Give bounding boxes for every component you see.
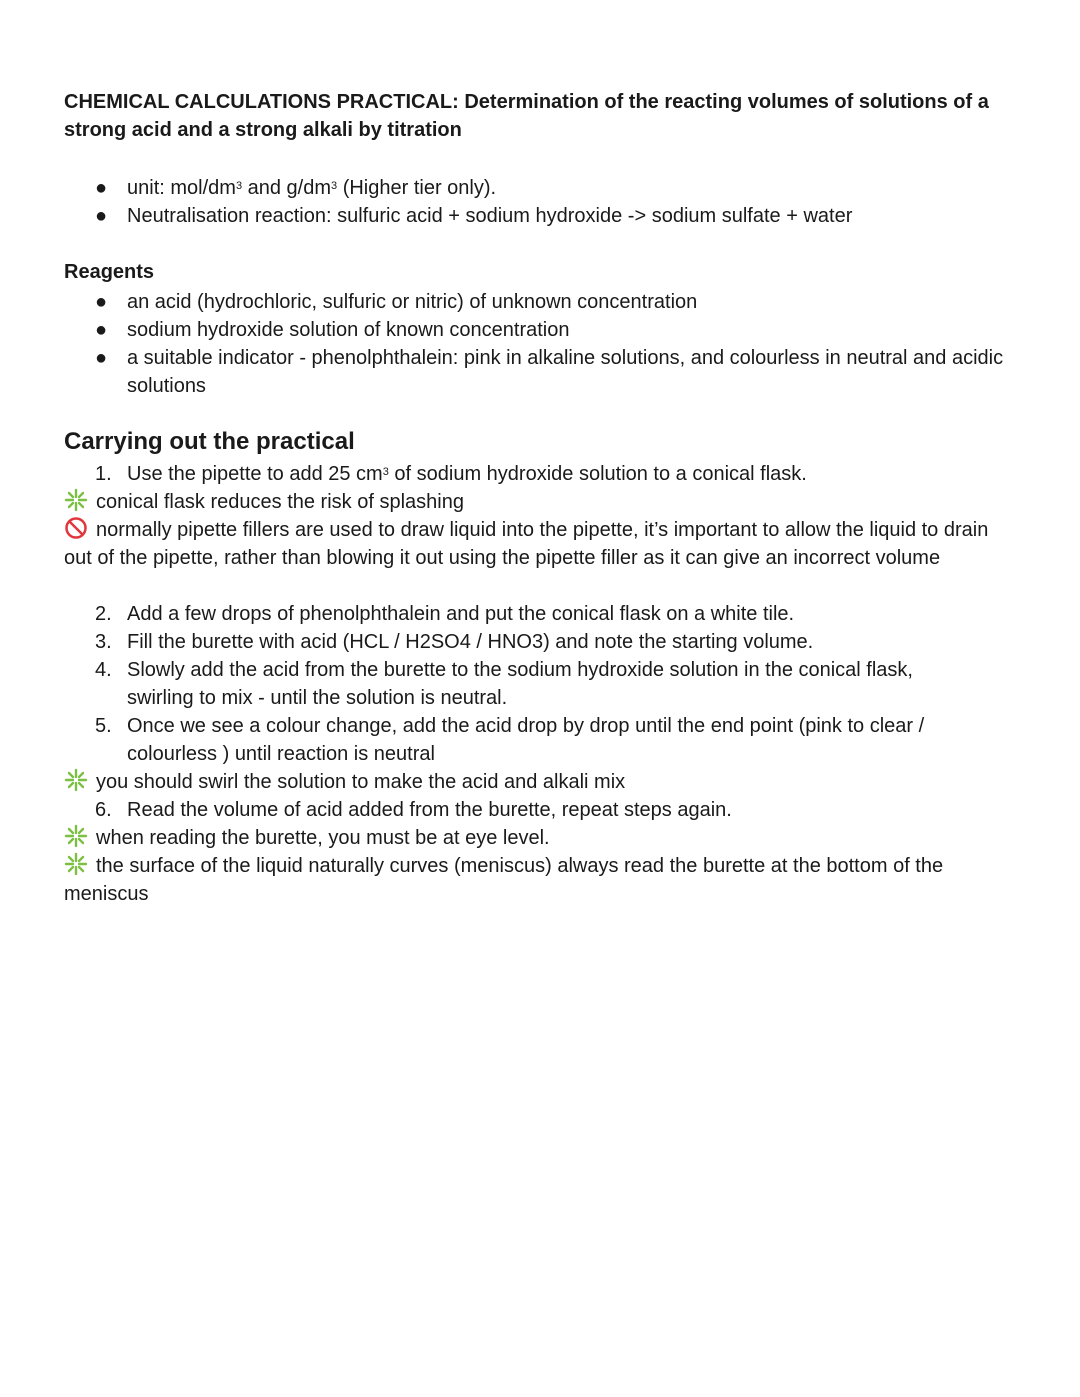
reagent-item: ● an acid (hydrochloric, sulfuric or nitric) of unknown concentration bbox=[127, 288, 1000, 316]
bullet-neutralisation: ● Neutralisation reaction: sulfuric acid + sodium hydroxide -> sodium sulfate + water bbox=[127, 202, 1000, 230]
prohibited-icon bbox=[64, 516, 88, 540]
bullet-icon: ● bbox=[95, 205, 108, 227]
step-3: 3. Fill the burette with acid (HCL / H2SO4 / HNO3) and note the starting volume. bbox=[95, 631, 814, 653]
step-4: 4. Slowly add the acid from the burette to the sodium hydroxide solution in the conical flask, swirling to mix - until the solution is neutral. bbox=[95, 659, 913, 709]
note-eye-level: when reading the burette, you must be at eye level. bbox=[64, 824, 1010, 852]
sparkle-icon bbox=[64, 852, 88, 876]
note-splashing: conical flask reduces the risk of splashing bbox=[64, 488, 1010, 516]
bullet-icon: ● bbox=[95, 291, 108, 313]
title-bold: CHEMICAL CALCULATIONS PRACTICAL: bbox=[64, 91, 459, 113]
note-swirl: you should swirl the solution to make the acid and alkali mix bbox=[64, 768, 1010, 796]
reagents-heading: Reagents bbox=[64, 261, 155, 283]
note-meniscus: the surface of the liquid naturally curves (meniscus) always read the burette at the bottom of the meniscus bbox=[64, 852, 1000, 908]
step-5: 5. Once we see a colour change, add the acid drop by drop until the end point (pink to clear / colourless ) until reaction is neutral bbox=[95, 715, 925, 765]
step-2: 2. Add a few drops of phenolphthalein and put the conical flask on a white tile. bbox=[95, 603, 795, 625]
bullet-unit: ● unit: mol/$dm^3$ and $g/dm^3$ (Higher tier only). bbox=[127, 174, 1000, 202]
bullet-icon: ● bbox=[95, 347, 108, 369]
reagent-item: ● a suitable indicator - phenolphthalein: pink in alkaline solutions, and colourless in neutral and acidic solutions bbox=[127, 344, 1005, 400]
sparkle-icon bbox=[64, 488, 88, 512]
step-1: 1. Use the pipette to add 25 $cm^3$ of sodium hydroxide solution to a conical flask. bbox=[95, 463, 807, 485]
title-rest: Determination of the reacting volumes of solutions of a strong acid and a strong alkali by titration bbox=[64, 91, 989, 141]
document-title bbox=[64, 88, 1010, 144]
step-6: 6. Read the volume of acid added from the burette, repeat steps again. bbox=[95, 799, 732, 821]
reagent-item: ● sodium hydroxide solution of known concentration bbox=[127, 316, 1000, 344]
bullet-icon: ● bbox=[95, 319, 108, 341]
bullet-icon: ● bbox=[95, 177, 108, 199]
practical-heading: Carrying out the practical bbox=[64, 428, 355, 455]
warning-pipette: normally pipette fillers are used to draw liquid into the pipette, it’s important to allow the liquid to drain out of the pipette, rather than blowing it out using the pipette filler as it can give an incorrect volume bbox=[64, 516, 1000, 572]
sparkle-icon bbox=[64, 824, 88, 848]
sparkle-icon bbox=[64, 768, 88, 792]
